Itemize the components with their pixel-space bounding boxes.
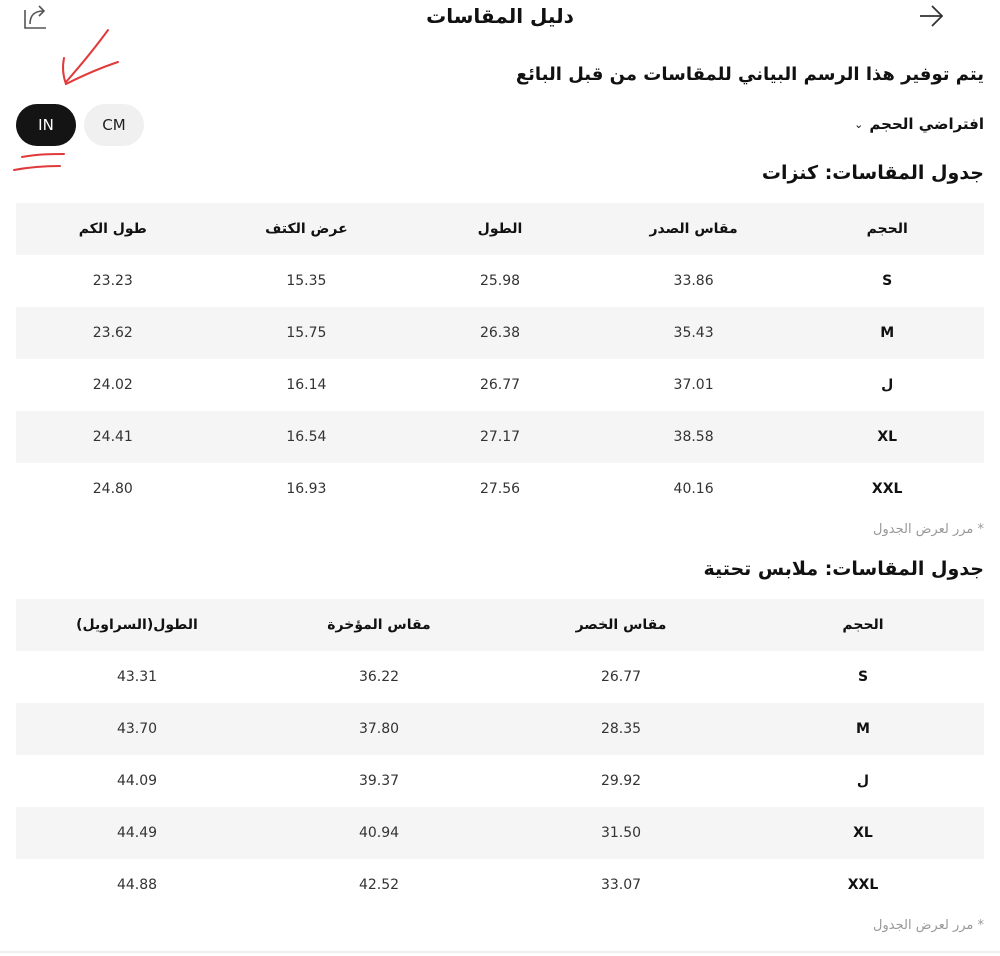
table-cell: 15.75	[286, 325, 327, 341]
table-cell: 44.49	[116, 825, 158, 841]
size-cell: ل	[881, 377, 894, 393]
size-cell: S	[882, 273, 893, 289]
column-header: الحجم	[866, 221, 908, 237]
table-cell: 40.16	[673, 481, 714, 497]
table-cell: 39.37	[358, 773, 400, 789]
table-row	[16, 463, 984, 515]
table-cell: 16.93	[286, 481, 327, 497]
arrow-right-icon	[916, 2, 946, 30]
table-row	[16, 755, 984, 807]
bottoms-scroll-hint: * مرر لعرض الجدول	[873, 918, 984, 933]
table-row	[16, 411, 984, 463]
size-cell: S	[857, 669, 869, 685]
table-cell: 44.09	[116, 773, 158, 789]
table-cell: 44.88	[116, 877, 158, 893]
column-header: عرض الكتف	[265, 221, 348, 237]
table-row	[16, 807, 984, 859]
page-title: دليل المقاسات	[426, 4, 574, 28]
table-cell: 43.31	[116, 669, 158, 685]
table-cell: 16.14	[286, 377, 327, 393]
table-cell: 37.01	[673, 377, 714, 393]
table-cell: 36.22	[358, 669, 400, 685]
column-header: مقاس الصدر	[649, 221, 738, 237]
table-cell: 43.70	[116, 721, 158, 737]
tops-section-title: جدول المقاسات: كنزات	[761, 162, 984, 184]
table-cell: 40.94	[358, 825, 400, 841]
table-cell: 42.52	[358, 877, 400, 893]
column-header: الطول(السراويل)	[76, 617, 198, 633]
unit-toggle	[16, 104, 144, 146]
tops-scroll-hint: * مرر لعرض الجدول	[873, 522, 984, 537]
size-cell: ل	[856, 773, 870, 789]
size-default-dropdown[interactable]	[854, 115, 984, 133]
table-cell: 26.77	[600, 669, 642, 685]
table-cell: 25.98	[479, 273, 521, 289]
back-button[interactable]	[916, 2, 946, 30]
table-cell: 15.35	[286, 273, 327, 289]
table-header-row	[16, 203, 984, 255]
size-default-label: افتراضي الحجم	[869, 115, 984, 133]
table-row	[16, 703, 984, 755]
table-row	[16, 307, 984, 359]
bottoms-size-table	[16, 599, 984, 911]
table-row	[16, 359, 984, 411]
table-cell: 28.35	[600, 721, 642, 737]
table-cell: 26.38	[479, 325, 521, 341]
table-cell: 24.02	[92, 377, 133, 393]
unit-in-button[interactable]: IN	[16, 104, 76, 146]
table-cell: 35.43	[673, 325, 714, 341]
column-header: الحجم	[842, 617, 884, 633]
table-cell: 38.58	[673, 429, 714, 445]
table-cell: 16.54	[286, 429, 327, 445]
table-cell: 33.07	[600, 877, 642, 893]
table-row	[16, 859, 984, 911]
table-row	[16, 651, 984, 703]
chevron-down-icon: ⌄	[854, 117, 864, 131]
bottoms-section-title: جدول المقاسات: ملابس تحتية	[703, 558, 984, 580]
table-cell: 27.56	[479, 481, 521, 497]
table-cell: 24.41	[92, 429, 133, 445]
table-cell: 31.50	[600, 825, 642, 841]
tops-size-table	[16, 203, 984, 515]
table-cell: 26.77	[479, 377, 521, 393]
top-bar	[0, 0, 1000, 34]
table-cell: 24.80	[92, 481, 133, 497]
column-header: مقاس المؤخرة	[327, 617, 431, 633]
size-cell: XL	[853, 825, 873, 841]
column-header: الطول	[477, 221, 523, 237]
size-cell: XXL	[847, 877, 879, 893]
table-row	[16, 255, 984, 307]
column-header: طول الكم	[78, 221, 147, 237]
table-cell: 37.80	[358, 721, 400, 737]
table-header-row	[16, 599, 984, 651]
table-cell: 27.17	[479, 429, 521, 445]
size-cell: XL	[877, 429, 898, 445]
unit-cm-button[interactable]: CM	[84, 104, 144, 146]
size-cell: M	[880, 325, 895, 341]
table-cell: 23.62	[92, 325, 133, 341]
size-cell: XXL	[871, 481, 903, 497]
table-cell: 29.92	[600, 773, 642, 789]
size-cell: M	[856, 721, 870, 737]
provider-note: يتم توفير هذا الرسم البياني للمقاسات من قبل البائع	[515, 64, 984, 85]
column-header: مقاس الخصر	[575, 617, 667, 633]
bottom-divider	[0, 951, 1000, 953]
table-cell: 23.23	[92, 273, 133, 289]
table-cell: 33.86	[673, 273, 714, 289]
